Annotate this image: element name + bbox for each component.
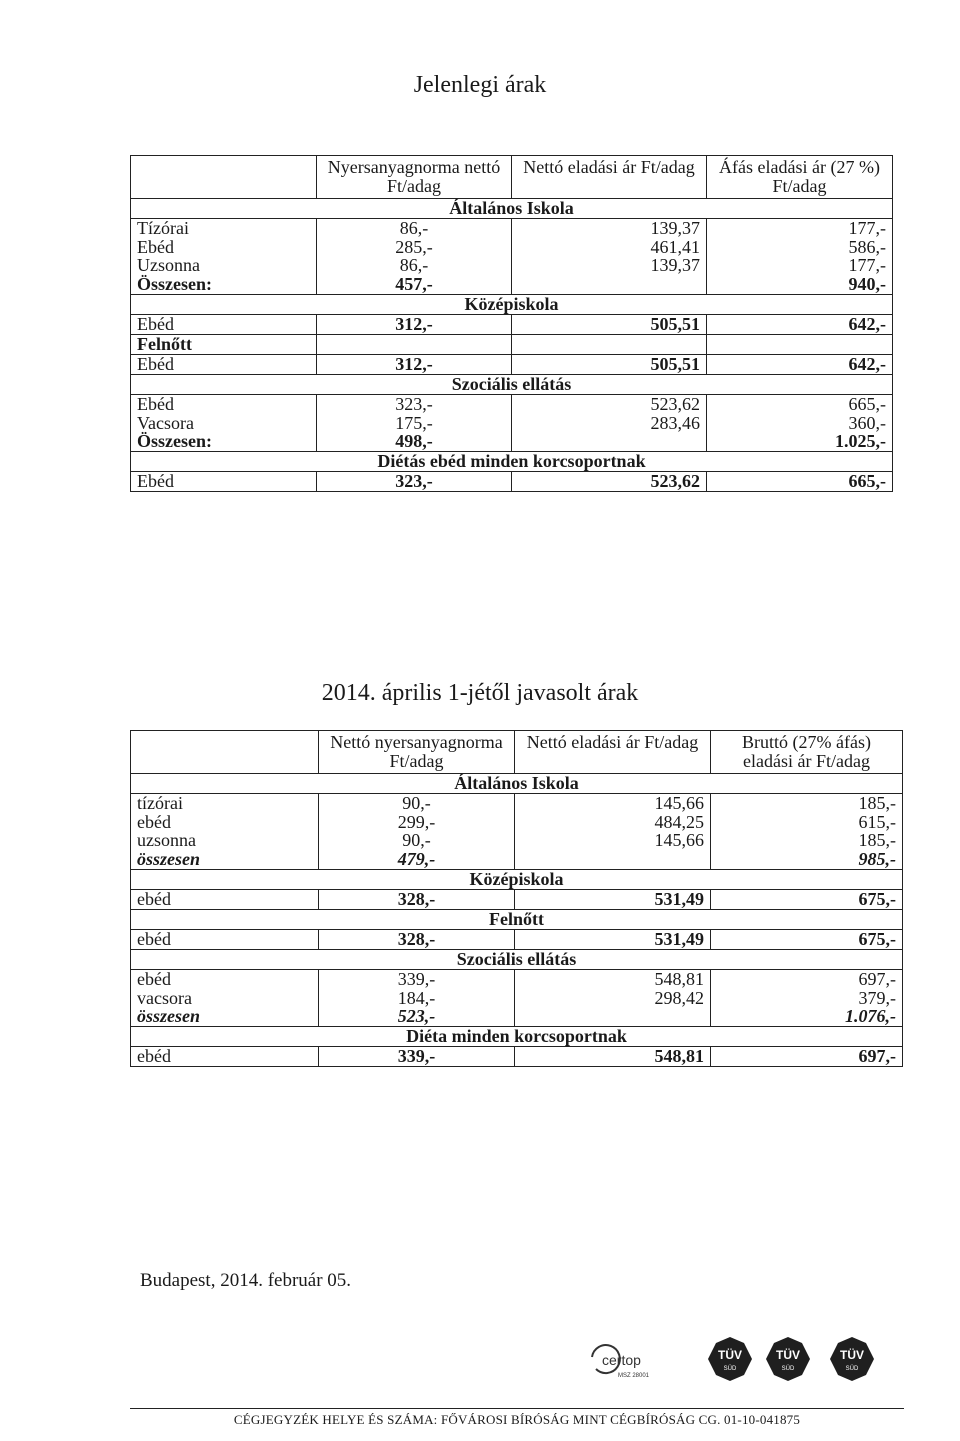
table-row [131,1047,903,1067]
current-prices-table [130,155,893,492]
section-row [131,949,903,969]
value-cell: 484,25 [515,813,711,832]
value-cell: 323,- [317,394,512,413]
value-cell: 457,- [317,275,512,294]
certification-logos [580,1335,900,1383]
value-cell: 505,51 [512,354,707,374]
value-cell: 548,81 [515,1047,711,1067]
table-row [131,335,893,355]
table-row [131,354,893,374]
tuv-logo-2 [766,1337,810,1381]
section-heading: Általános Iskola [131,773,903,793]
row-label: Vacsora [131,414,317,433]
column-header: Nyersanyagnorma nettó Ft/adag [317,156,512,199]
value-cell: 523,- [319,1007,515,1026]
svg-text:SÜD: SÜD [723,1366,737,1372]
table-row [131,850,903,869]
row-label: összesen [131,1007,319,1026]
section-heading: Középiskola [131,295,893,315]
section-heading: Általános Iskola [131,198,893,218]
table-row [131,414,893,433]
value-cell: 299,- [319,813,515,832]
table-row [131,890,903,910]
row-label: uzsonna [131,831,319,850]
column-header: Nettó eladási ár Ft/adag [515,731,711,774]
value-cell: 175,- [317,414,512,433]
table-row [131,432,893,451]
value-cell: 90,- [319,793,515,812]
value-cell: 177,- [848,217,886,238]
company-registry-footer: CÉGJEGYZÉK HELYE ÉS SZÁMA: FŐVÁROSI BÍRÓSÁG MINT CÉGBÍRÓSÁG CG. 01-10-041875 [130,1408,904,1428]
row-label: összesen [131,850,319,869]
value-cell: 339,- [319,1047,515,1067]
table-row [131,1007,903,1026]
value-cell: 665,- [707,472,893,492]
value-cell: 184,- [319,989,515,1008]
value-cell: 642,- [707,315,893,335]
row-label: tízórai [131,793,319,812]
row-label: Összesen: [131,275,317,294]
row-label: ebéd [131,890,319,910]
value-cell: 360,- [848,412,886,433]
table-row [131,969,903,988]
header-corner [131,731,319,774]
table-row [131,989,903,1008]
value-cell: 523,62 [512,472,707,492]
table-row [131,256,893,275]
section-row [131,295,893,315]
value-cell: 1.025,- [707,432,893,451]
svg-text:SÜD: SÜD [845,1366,859,1372]
column-header: Nettó eladási ár Ft/adag [512,156,707,199]
section-row [131,452,893,472]
value-cell: 498,- [317,432,512,451]
current-prices-title: Jelenlegi árak [413,72,547,98]
value-cell: 665,- [848,393,886,414]
svg-text:SÜD: SÜD [781,1366,795,1372]
value-cell: 479,- [319,850,515,869]
value-cell: 697,- [858,968,896,989]
value-cell: 328,- [319,929,515,949]
section-row [131,870,903,890]
row-label: Ebéd [131,315,317,335]
row-label: ebéd [131,929,319,949]
value-cell: 379,- [858,987,896,1008]
column-header: Bruttó (27% áfás) eladási ár Ft/adag [711,731,903,774]
svg-text:TÜV: TÜV [840,1348,864,1362]
value-cell: 523,62 [512,394,707,413]
header-corner [131,156,317,199]
table-row [131,813,903,832]
section-heading: Diéta minden korcsoportnak [131,1027,903,1047]
table-row [131,218,893,237]
section-row [131,910,903,930]
svg-text:TÜV: TÜV [718,1348,742,1362]
certop-logo [592,1345,650,1379]
value-cell: 548,81 [515,969,711,988]
value-cell: 185,- [858,830,896,851]
header-row [131,731,903,774]
value-cell [515,1007,711,1026]
value-cell [317,335,512,355]
svg-text:MSZ 28001: MSZ 28001 [618,1373,650,1379]
table-row [131,275,893,294]
value-cell: 298,42 [515,989,711,1008]
column-header: Áfás eladási ár (27 %) Ft/adag [707,156,893,199]
section-row [131,198,893,218]
table-row [131,472,893,492]
row-label: Ebéd [131,394,317,413]
value-cell: 642,- [707,354,893,374]
value-cell: 283,46 [512,414,707,433]
value-cell [512,432,707,451]
row-label: Összesen: [131,432,317,451]
row-label: Ebéd [131,354,317,374]
table-row [131,831,903,850]
section-heading: Középiskola [131,870,903,890]
value-cell: 697,- [711,1047,903,1067]
value-cell: 985,- [711,850,903,869]
value-cell [515,850,711,869]
section-heading: Szociális ellátás [131,949,903,969]
row-label: Ebéd [131,472,317,492]
value-cell: 86,- [317,218,512,237]
value-cell: 86,- [317,256,512,275]
value-cell: 675,- [711,929,903,949]
value-cell: 323,- [317,472,512,492]
value-cell: 312,- [317,315,512,335]
value-cell: 328,- [319,890,515,910]
row-label: vacsora [131,989,319,1008]
value-cell: 615,- [858,811,896,832]
row-label: ebéd [131,1047,319,1067]
table-row [131,793,903,812]
column-header: Nettó nyersanyagnorma Ft/adag [319,731,515,774]
row-label: Uzsonna [131,256,317,275]
value-cell: 1.076,- [711,1007,903,1026]
header-row [131,156,893,199]
svg-text:TÜV: TÜV [776,1348,800,1362]
proposed-prices-title: 2014. április 1-jétől javasolt árak [321,680,639,706]
section-heading: Diétás ebéd minden korcsoportnak [131,452,893,472]
svg-text:certop: certop [602,1352,641,1368]
value-cell: 139,37 [512,218,707,237]
value-cell: 675,- [711,890,903,910]
value-cell: 312,- [317,354,512,374]
row-label: Tízórai [131,218,317,237]
place-and-date: Budapest, 2014. február 05. [140,1270,352,1291]
row-label: ebéd [131,813,319,832]
row-label: Ebéd [131,238,317,257]
value-cell: 285,- [317,238,512,257]
value-cell: 531,49 [515,890,711,910]
row-label: ebéd [131,969,319,988]
value-cell [512,275,707,294]
table-row [131,238,893,257]
section-row [131,1027,903,1047]
value-cell: 145,66 [515,793,711,812]
section-heading: Felnőtt [131,910,903,930]
value-cell: 586,- [848,236,886,257]
value-cell: 339,- [319,969,515,988]
value-cell: 940,- [707,275,893,294]
section-row [131,374,893,394]
value-cell: 531,49 [515,929,711,949]
proposed-prices-table [130,730,903,1067]
table-row [131,929,903,949]
value-cell [707,335,893,355]
section-row [131,773,903,793]
value-cell: 185,- [858,792,896,813]
value-cell: 505,51 [512,315,707,335]
value-cell: 145,66 [515,831,711,850]
tuv-logo-1 [708,1337,752,1381]
row-label: Felnőtt [131,335,317,355]
table-row [131,315,893,335]
tuv-logo-3 [830,1337,874,1381]
value-cell: 461,41 [512,238,707,257]
value-cell [512,335,707,355]
section-heading: Szociális ellátás [131,374,893,394]
value-cell: 139,37 [512,256,707,275]
value-cell: 177,- [848,255,886,276]
table-row [131,394,893,413]
value-cell: 90,- [319,831,515,850]
